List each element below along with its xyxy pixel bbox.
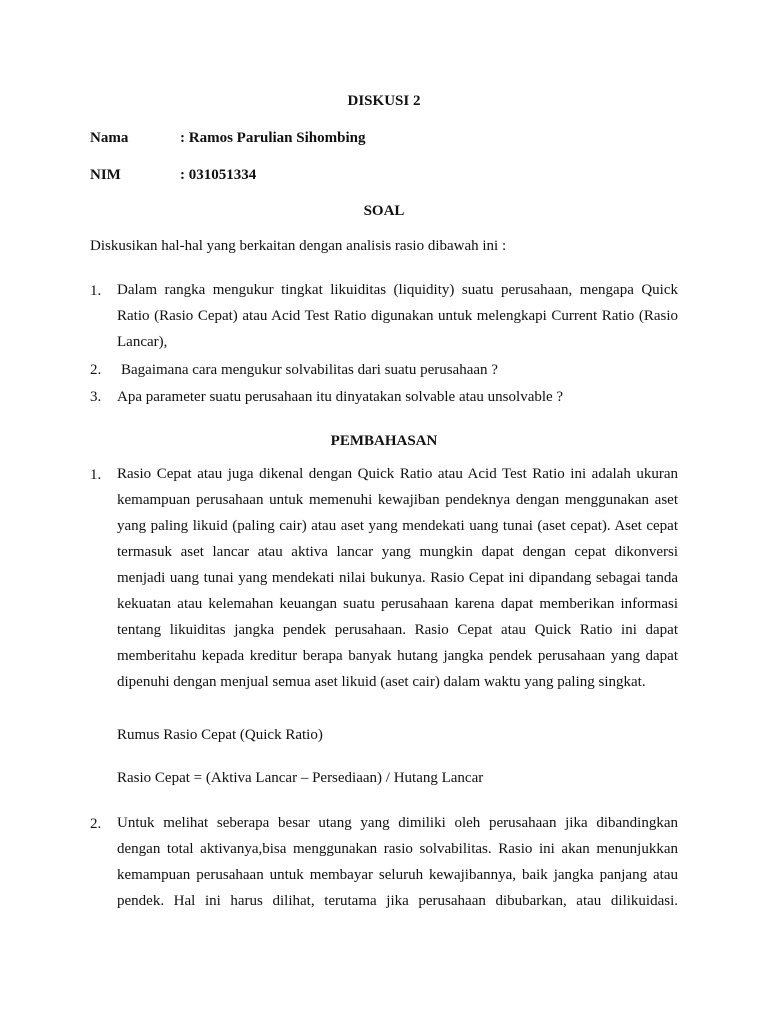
answer-line: termasuk aset lancar atau aktiva lancar yang mungkin dapat dengan cepat dikonversi (117, 544, 678, 560)
soal-intro: Diskusikan hal-hal yang berkaitan dengan analisis rasio dibawah ini : (90, 238, 507, 254)
answer-line: kemampuan perusahaan untuk membayar seluruh kewajibannya, baik jangka panjang atau (117, 867, 678, 883)
answer-line: tentang likuiditas jangka pendek perusahaan. Rasio Cepat atau Quick Ratio ini dapat (117, 622, 678, 638)
answer-line: kekuatan atau kelemahan keuangan suatu perusahaan karena dapat memberikan informasi (117, 596, 678, 612)
answer-line: menjadi uang tunai yang mendekati nilai bukunya. Rasio Cepat ini dipandang sebagai tanda (117, 570, 678, 586)
answer-line: Rasio Cepat atau juga dikenal dengan Quick Ratio atau Acid Test Ratio ini adalah ukuran (117, 466, 678, 482)
nim-label: NIM (90, 167, 121, 183)
name-label: Nama (90, 130, 129, 146)
formula-text: Rasio Cepat = (Aktiva Lancar – Persediaan) / Hutang Lancar (117, 770, 484, 786)
name-value: : Ramos Parulian Sihombing (180, 130, 366, 146)
answer-line: dengan total aktivanya,bisa menggunakan rasio solvabilitas. Rasio ini akan menunjukkan (117, 841, 678, 857)
soal-heading: SOAL (363, 203, 405, 219)
formula-title: Rumus Rasio Cepat (Quick Ratio) (117, 727, 323, 743)
answer-line: kemampuan perusahaan untuk memenuhi kewajiban pendeknya dengan menggunakan aset (117, 492, 678, 508)
question-line: Lancar), (117, 334, 168, 350)
answer-number: 1. (90, 467, 102, 483)
question-text: Apa parameter suatu perusahaan itu dinyatakan solvable atau unsolvable ? (117, 389, 564, 405)
answer-line: memberitahu kepada kreditur berapa banyak hutang jangka pendek perusahaan yang dapat (117, 648, 678, 664)
answer-line: Untuk melihat seberapa besar utang yang dimiliki oleh perusahaan jika dibandingkan (117, 815, 678, 831)
question-line: Dalam rangka mengukur tingkat likuiditas (liquidity) suatu perusahaan, mengapa Quick (117, 282, 678, 298)
question-number: 3. (90, 389, 102, 405)
answer-number: 2. (90, 816, 102, 832)
answer-paragraph (117, 810, 678, 914)
pembahasan-heading: PEMBAHASAN (330, 433, 438, 449)
document-title: DISKUSI 2 (347, 93, 421, 109)
question-text (117, 277, 678, 355)
answer-paragraph (117, 461, 678, 695)
answer-line: dipenuhi dengan menjual semua aset likuid (aset cair) dalam waktu yang paling singkat. (117, 674, 646, 690)
answer-line: pendek. Hal ini harus dilihat, terutama jika perusahaan dibubarkan, atau dilikuidasi. (117, 893, 678, 909)
answer-line: yang paling likuid (paling cair) atau aset yang mendekati uang tunai (aset cepat). Aset cepat (117, 518, 678, 534)
question-number: 1. (90, 283, 102, 299)
nim-value: : 031051334 (180, 167, 257, 183)
question-text: Bagaimana cara mengukur solvabilitas dari suatu perusahaan ? (121, 362, 498, 378)
question-line: Ratio (Rasio Cepat) atau Acid Test Ratio digunakan untuk melengkapi Current Ratio (Rasio (117, 308, 678, 324)
question-number: 2. (90, 362, 102, 378)
